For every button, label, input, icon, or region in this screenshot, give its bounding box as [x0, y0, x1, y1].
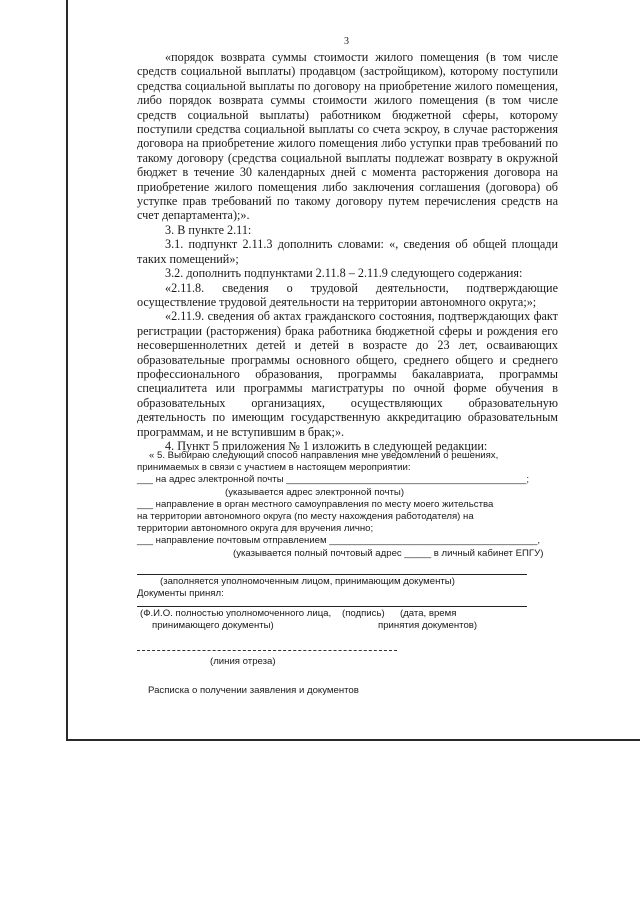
paragraph-item-4: 4. Пункт 5 приложения № 1 изложить в следующей редакции:	[165, 438, 488, 453]
separator-line-1	[137, 574, 527, 575]
paragraph-2-11-9: «2.11.9. сведения об актах гражданского состояния, подтверждающих факт регистрации (расторжения) брака работника бюджетной сферы и рождения его несовершеннолетних детей и детей в возрасте до 23 лет, осваивающих образовательные программы основного общего, среднего общего и среднего профессионального образования, программы бакалавриата, программы специалитета или программы магистратуры по очной форме обучения в образовательных организациях, осуществляющих образовательную деятельность по имеющим государственную аккредитацию образовательным программам, и не вступившим в брак;».	[137, 309, 558, 439]
mail-hint: (указывается полный почтовый адрес _____ в личный кабинет ЕПГУ)	[233, 547, 544, 559]
item5-line1: « 5. Выбираю следующий способ направления мне уведомлений о решениях,	[149, 450, 499, 461]
cut-line-label: (линия отреза)	[210, 656, 276, 667]
paragraph-item-3-1: 3.1. подпункт 2.11.3 дополнить словами: «, сведения об общей площади таких помещений»;	[137, 237, 558, 266]
page-number: 3	[344, 36, 349, 47]
notification-form	[137, 450, 567, 560]
email-option[interactable]: ___ на адрес электронной почты _____________________________________________;	[137, 474, 530, 486]
signature-date-line2: принятия документов)	[378, 620, 478, 631]
local-option-line2: на территории автономного округа (по месту нахождения работодателя) на	[137, 511, 474, 523]
documents-accepted-label: Документы принял:	[137, 588, 224, 599]
paragraph-2-11-8: «2.11.8. сведения о трудовой деятельности, подтверждающие осуществление трудовой деятельности на территории автономного округа;»;	[137, 280, 558, 309]
paragraph-item-3: 3. В пункте 2.11:	[165, 222, 252, 237]
page-border-bottom	[66, 739, 640, 741]
paragraph-return-order: «порядок возврата суммы стоимости жилого помещения (в том числе средств социальной выплаты) продавцом (застройщиком), которому поступили средства социальной выплаты по договору на приобретение жилого помещения, либо порядок возврата суммы стоимости жилого помещения (в том числе средств социальной выплаты) работником бюджетной сферы, которому поступили средства социальной выплаты со счета эскроу, в случае расторжения договора на приобретение жилого помещения либо уступки прав требований по такому договору (средства социальной выплаты подлежат возврату в окружной бюджет в течение 30 календарных дней с момента расторжения договора на приобретение жилого помещения либо заключения соглашения (договора) об уступке прав требований по такому договору путем перечисления средств на счет департамента);».	[137, 50, 558, 223]
item5-line2: принимаемых в связи с участием в настоящем мероприятии:	[137, 462, 411, 474]
mail-option[interactable]: ___ направление почтовым отправлением _______________________________________,	[137, 535, 541, 547]
signature-line	[137, 606, 527, 607]
signature-fio-line2: принимающего документы)	[152, 620, 274, 631]
local-option-line3: территории автономного округа для вручения лично;	[137, 523, 374, 535]
page-border-left	[66, 0, 68, 740]
receipt-heading: Расписка о получении заявления и документов	[148, 685, 359, 696]
signature-fio-line1: (Ф.И.О. полностью уполномоченного лица,	[140, 608, 332, 619]
paragraph-item-3-2: 3.2. дополнить подпунктами 2.11.8 – 2.11.9 следующего содержания:	[165, 266, 523, 281]
cut-line	[137, 650, 397, 651]
filled-by-note: (заполняется уполномоченным лицом, принимающим документы)	[160, 576, 455, 587]
email-hint: (указывается адрес электронной почты)	[225, 486, 405, 498]
signature-label: (подпись)	[342, 608, 385, 619]
main-text	[137, 50, 558, 453]
signature-date-line1: (дата, время	[400, 608, 457, 619]
local-option-line1[interactable]: ___ направление в орган местного самоуправления по месту моего жительства	[137, 498, 494, 510]
